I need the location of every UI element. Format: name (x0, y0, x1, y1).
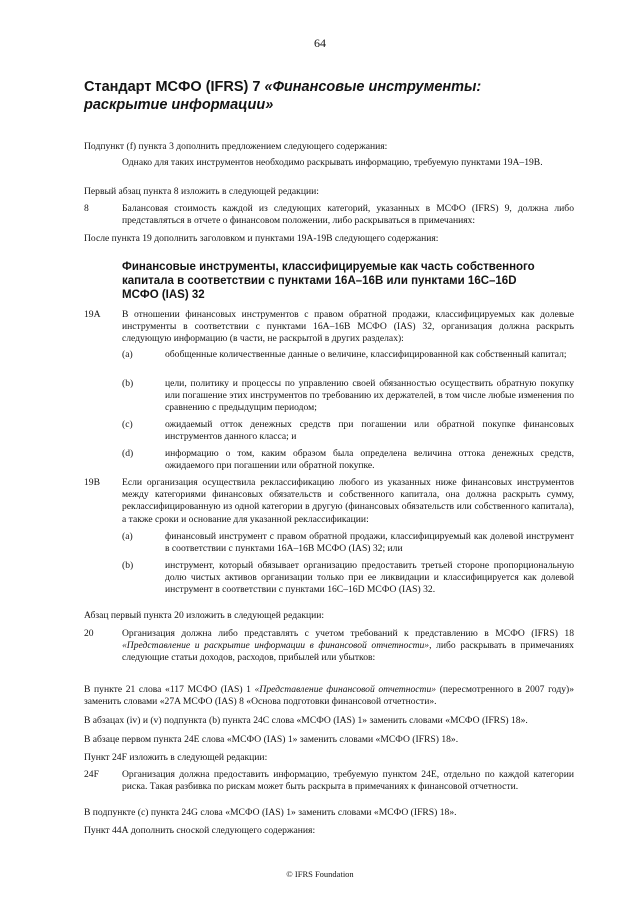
quote-3f: Однако для таких инструментов необходимо раскрывать информацию, требуемую пунктами 19A–19B. (122, 157, 543, 168)
paragraph-number-8: 8 (84, 203, 89, 214)
amendment-44a: Пункт 44А дополнить сноской следующего содержания: (84, 825, 316, 836)
paragraph-19a-text: В отношении финансовых инструментов с правом обратной продажи, классифицируемых как долевые инструменты в соответствии с пунктами 16A–16B МСФО (IAS) 32, организация должна раскрыть следующую информацию (в части, не раскрытой в других разделах): (122, 309, 574, 345)
list-item-text: финансовый инструмент с правом обратной продажи, классифицируемый как долевой инструмент в соответствии с пунктами 16A–16B МСФО (IAS) 32; или (165, 531, 574, 555)
paragraph-20-text-a: Организация должна либо представлять с учетом требований к представлению в МСФО (IFRS) 18 (122, 628, 574, 639)
paragraph-8-text: Балансовая стоимость каждой из следующих категорий, указанных в МСФО (IFRS) 9, должна либо представляться в отчете о финансовом положении, либо раскрываться в примечаниях: (122, 203, 574, 227)
amendment-intro-3f: Подпункт (f) пункта 3 дополнить предложением следующего содержания: (84, 141, 388, 152)
page-number: 64 (314, 36, 326, 50)
amendment-intro-8: Первый абзац пункта 8 изложить в следующей редакции: (84, 186, 319, 197)
amendment-intro-20: Абзац первый пункта 20 изложить в следующей редакции: (84, 610, 325, 621)
list-item-text: информацию о том, каким образом была определена величина оттока денежных средств, ожидаемого при погашении или обратной покупке. (165, 448, 574, 472)
amendment-21-italic: «Представление финансовой отчетности» (254, 684, 437, 695)
amendment-21-a: В пункте 21 слова «117 МСФО (IAS) 1 (84, 684, 255, 695)
standard-title (84, 78, 564, 114)
list-item-label: (a) (122, 349, 133, 360)
paragraph-number-19a: 19A (84, 309, 101, 320)
amendment-intro-24f: Пункт 24F изложить в следующей редакции: (84, 752, 268, 763)
amendment-24g: В подпункте (c) пункта 24G слова «МСФО (IAS) 1» заменить словами «МСФО (IFRS) 18». (84, 807, 457, 818)
list-item-text: обобщенные количественные данные о величине, классифицированной как собственный капитал; (165, 349, 567, 360)
amendment-intro-19: После пункта 19 дополнить заголовком и пунктами 19А-19В следующего содержания: (84, 233, 439, 244)
paragraph-number-19b: 19B (84, 477, 100, 488)
list-item-label: (b) (122, 378, 134, 389)
list-item-label: (c) (122, 419, 133, 430)
standard-title-plain: Стандарт МСФО (IFRS) 7 (84, 79, 265, 95)
paragraph-20-text (122, 628, 574, 665)
amendment-21 (84, 684, 574, 708)
standard-title-italic: «Финансовые инструменты: раскрытие информации» (84, 79, 482, 113)
list-item-label: (d) (122, 448, 134, 459)
list-item-text: инструмент, который обязывает организацию предоставить третьей стороне пропорциональную долю чистых активов организации только при ее ликвидации и классифицируется как долевой инструмент в соответствии с пунктами 16C–16D МСФО (IAS) 32. (165, 560, 574, 596)
paragraph-20-text-b: , либо раскрывать в примечаниях следующие статьи доходов, расходов, прибылей или убытков: (122, 640, 574, 664)
footer-copyright: © IFRS Foundation (286, 869, 354, 879)
paragraph-number-24f: 24F (84, 769, 99, 780)
paragraph-20-text-italic: «Представление и раскрытие информации в финансовой отчетности» (122, 640, 430, 652)
list-item-text: ожидаемый отток денежных средств при погашении или обратной покупке финансовых инструментов данного класса; и (165, 419, 574, 443)
paragraph-number-20: 20 (84, 628, 94, 639)
list-item-label: (b) (122, 560, 134, 571)
paragraph-24f-text: Организация должна предоставить информацию, требуемую пунктом 24E, отдельно по каждой категории риска. Такая разбивка по рискам может быть раскрыта в примечаниях к финансовой отчетности. (122, 769, 574, 793)
section-heading: Финансовые инструменты, классифицируемые как часть собственного капитала в соответствии с пунктами 16A–16B или пунктами 16C–16D МСФО (IAS) 32 (122, 261, 535, 302)
list-item-text: цели, политику и процессы по управлению своей обязанностью осуществить обратную покупку или погашение этих инструментов по требованию их держателей, в том числе любые изменения по сравнению с предыдущим периодом; (165, 378, 574, 414)
amendment-21-b: (пересмотренного в 2007 году)» заменить словами «27A МСФО (IAS) 8 «Основа подготовки финансовой отчетности». (84, 684, 574, 708)
list-item-label: (a) (122, 531, 133, 542)
paragraph-19b-text: Если организация осуществила реклассификацию любого из указанных ниже финансовых инструментов между категориями финансовых обязательств и собственного капитала, она должна раскрыть сумму, реклассифицированную из одной категории в другую (финансовых обязательств или собственного капитала), а также сроки и основание для указанной реклассификации: (122, 477, 574, 525)
amendment-24c: В абзацах (iv) и (v) подпункта (b) пункта 24C слова «МСФО (IAS) 1» заменить словами «МСФО (IFRS) 18». (84, 715, 528, 726)
amendment-24e: В абзаце первом пункта 24E слова «МСФО (IAS) 1» заменить словами «МСФО (IFRS) 18». (84, 734, 459, 745)
